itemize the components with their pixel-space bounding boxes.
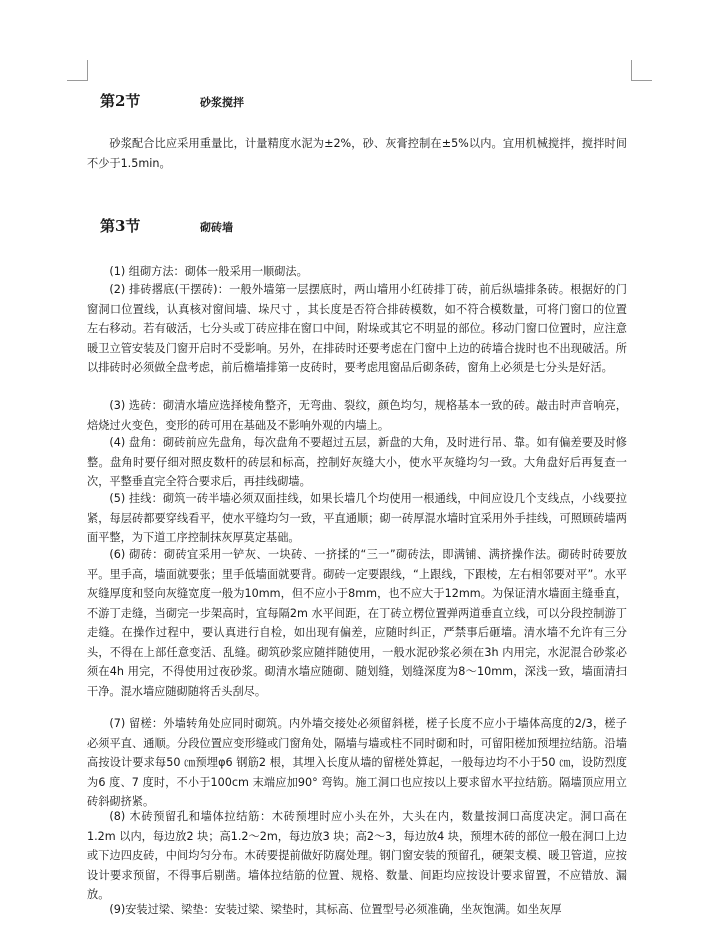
section-2-paragraph: 砂浆配合比应采用重量比，计量精度水泥为±2%，砂、灰膏控制在±5%以内。宜用机械搅拌，搅拌时间不少于1.5min。 [87, 137, 627, 170]
paragraph-toothing: (7) 留槎：外墙转角处应同时砌筑。内外墙交接处必须留斜槎，槎子长度不应小于墙体高度的2/3，槎子必须平直、通顺。分段位置应变形缝或门窗角处，隔墙与墙或柱不同时砌和时，可留阳槎加预埋拉结筋。沿墙高按设计要求每50 ㎝预埋φ6 钢筋2 根，其埋入长度从墙的留槎处算起，一般每边均不小于50 ㎝，设防烈度为6 度、7 度时，不小于100cm 末端应加90° 弯钩。施工洞口也应按以上要求留水平拉结筋。隔墙顶应用立砖斜砌挤紧。 [87, 717, 627, 808]
paragraph-wood-blocks: (8) 木砖预留孔和墙体拉结筋：木砖预埋时应小头在外，大头在内，数量按洞口高度决定。洞口高在1.2m 以内，每边放2 块；高1.2～2m，每边放3 块；高2～3，每边放4 块，预埋木砖的部位一般在洞口上边或下边四皮砖，中间均匀分布。木砖要提前做好防腐处理。钢门窗安装的预留孔，硬架支模、暖卫管道，应按设计要求预留，不得事后剔凿。墙体拉结筋的位置、规格、数量、间距均应按设计要求留置，不应错放、漏放。 [87, 810, 627, 901]
paragraph-brick-selection: (3) 选砖：砌清水墙应选择棱角整齐，无弯曲、裂纹，颜色均匀，规格基本一致的砖。敲击时声音响亮，焙烧过火变色，变形的砖可用在基础及不影响外观的内墙上。 [87, 399, 627, 432]
section-2-title: 砂浆搅拌 [200, 96, 244, 109]
section-3-number: 第3节 [100, 217, 141, 235]
paragraph-line-hanging: (5) 挂线：砌筑一砖半墙必须双面挂线，如果长墙几个均使用一根通线，中间应设几个支线点，小线要拉紧，每层砖都要穿线看平，使水平缝均匀一致，平直通顺；砌一砖厚混水墙时宜采用外手挂线，可照顾砖墙两面平整，为下道工序控制抹灰厚莫定基础。 [87, 492, 627, 544]
corner-mark-right [631, 60, 652, 81]
section-2-number: 第2节 [100, 92, 141, 110]
corner-mark-left [67, 60, 88, 81]
section-3-heading [100, 215, 233, 239]
paragraph-corner-building: (4) 盘角：砌砖前应先盘角，每次盘角不要超过五层，新盘的大角，及时进行吊、靠。如有偏差要及时修整。盘角时要仔细对照皮数杆的砖层和标高，控制好灰缝大小，使水平灰缝均匀一致。大角盘好后再复查一次，平整垂直完全符合要求后，再挂线砌墙。 [87, 436, 627, 488]
paragraph-composition: (1) 组砌方法：砌体一般采用一顺砌法。 [109, 265, 308, 278]
paragraph-bricklaying: (6) 砌砖：砌砖宜采用一铲灰、一块砖、一挤揉的“三一”砌砖法，即满铺、满挤操作法。砌砖时砖要放平。里手高，墙面就要张；里手低墙面就要背。砌砖一定要跟线，“上跟线，下跟棱，左右相邻要对平”。水平灰缝厚度和竖向灰缝宽度一般为10mm，但不应小于8mm，也不应大于12mm。为保证清水墙面主缝垂直，不游丁走缝，当砌完一步架高时，宜每隔2m 水平间距，在丁砖立楞位置弹两道垂直立线，可以分段控制游丁走缝。在操作过程中，要认真进行自检，如出现有偏差，应随时纠正，严禁事后砸墙。清水墙不允许有三分头，不得在上部任意变活、乱缝。砌筑砂浆应随拌随使用，一般水泥砂浆必须在3h 内用完，水泥混合砂浆必须在4h 用完，不得使用过夜砂浆。砌清水墙应随砌、随划缝，划缝深度为8～10mm，深浅一致，墙面清扫干净。混水墙应随砌随将舌头刮尽。 [87, 548, 627, 698]
paragraph-brick-layout: (2) 排砖撂底(干摆砖)：一般外墙第一层摆底时，两山墙用小红砖排丁砖，前后纵墙排条砖。根据好的门窗洞口位置线，认真核对窗间墙、垛尺寸 ，其长度是否符合排砖模数，如不符合模数量，可将门窗口的位置左右移动。若有破活，七分头或丁砖应排在窗口中间，附垛或其它不明显的部位。移动门窗口位置时，应注意暖卫立管安装及门窗开启时不受影响。另外，在排砖时还要考虑在门窗中上边的砖墙合拢时也不出现破活。所以排砖时必须做全盘考虑，前后檐墙排第一皮砖时，要考虑甩窗品后砌条砖，窗角上必须是七分头是好活。 [87, 283, 627, 374]
paragraph-lintel-installation: (9)安装过梁、梁垫：安装过梁、梁垫时，其标高、位置型号必须准确，坐灰饱满。如坐灰厚 [109, 903, 562, 916]
section-2-heading [100, 90, 244, 114]
section-3-title: 砌砖墙 [200, 221, 233, 234]
